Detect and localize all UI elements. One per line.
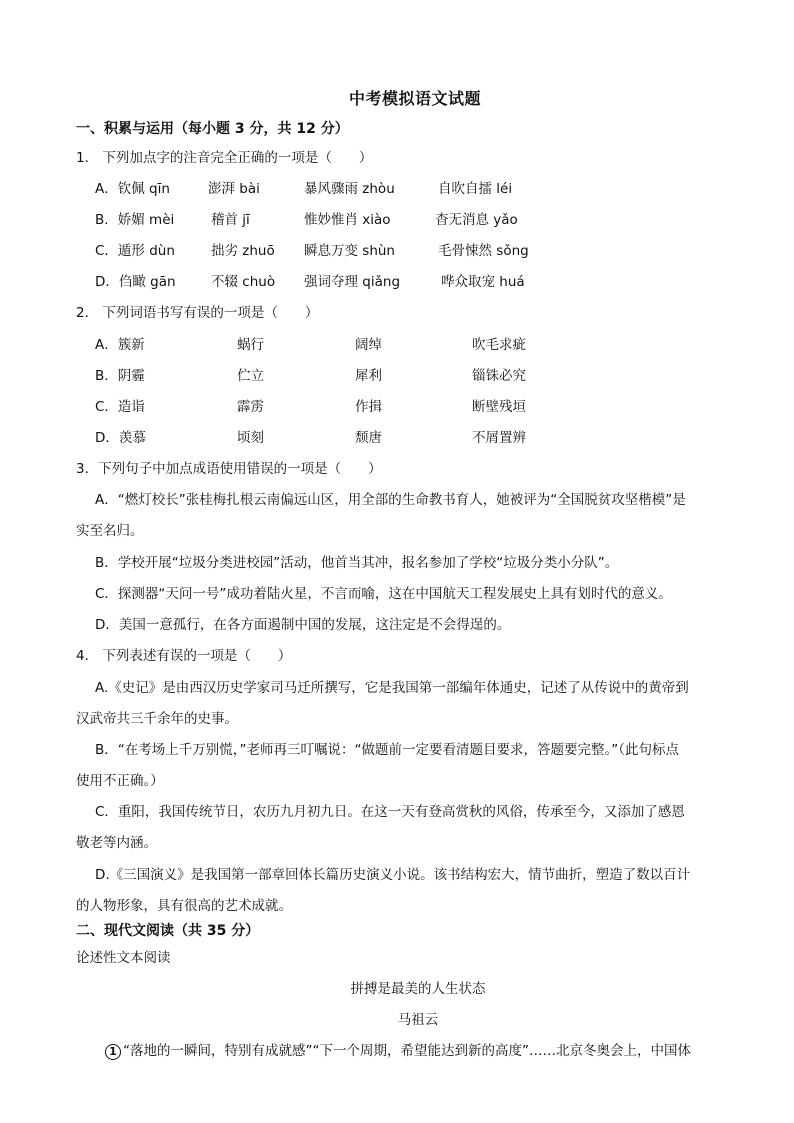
- q4-option-d-line1: D.《三国演义》是我国第一部章回体长篇历史演义小说。该书结构宏大，情节曲折，塑造了数以百计: [95, 867, 691, 883]
- paragraph-1: [105, 1039, 691, 1060]
- q2-option-b-2: 伫立: [237, 368, 264, 384]
- section2-subheading: 论述性文本阅读: [76, 950, 171, 966]
- q2-option-c-3: 作揖: [355, 399, 382, 415]
- section1-heading: 一、积累与运用（每小题 3 分，共 12 分）: [76, 121, 349, 137]
- q4-option-c-line2: 敬老等内涵。: [76, 835, 157, 851]
- page-title: 中考模拟语文试题: [348, 89, 481, 108]
- q1-option-c-3: 瞬息万变 shùn: [304, 243, 395, 259]
- article-title: 拼搏是最美的人生状态: [350, 981, 486, 997]
- q4-option-d-line2: 的人物形象，具有很高的艺术成就。: [76, 898, 292, 914]
- section2-heading: 二、现代文阅读（共 35 分）: [76, 923, 260, 939]
- paragraph-number-badge: 1: [105, 1044, 121, 1060]
- q1-option-a-4: 自吹自擂 léi: [438, 181, 513, 197]
- question-4-stem: 4． 下列表述有误的一项是（ ）: [76, 648, 292, 664]
- q1-option-d-4: 哗众取宠 huá: [441, 274, 525, 290]
- q1-option-b-3: 惟妙惟肖 xiào: [304, 212, 391, 228]
- q1-option-a-3: 暴风骤雨 zhòu: [304, 181, 395, 197]
- q1-option-b-2: 稽首 jī: [211, 212, 250, 228]
- q2-option-c-2: 霹雳: [237, 399, 264, 415]
- q3-option-b: B．学校开展“垃圾分类进校园”活动，他首当其冲，报名参加了学校“垃圾分类小分队”。: [95, 555, 619, 571]
- q1-option-b-4: 杳无消息 yǎo: [435, 212, 518, 228]
- q2-option-b-4: 锱铢必究: [472, 368, 526, 384]
- q1-option-a-2: 澎湃 bài: [208, 181, 260, 197]
- question-2-stem: 2． 下列词语书写有误的一项是（ ）: [76, 305, 319, 321]
- q4-option-c-line1: C．重阳，我国传统节日，农历九月初九日。在这一天有登高赏秋的风俗，传承至今，又添加了感恩: [95, 804, 685, 820]
- q1-option-c-4: 毛骨悚然 sǒng: [438, 243, 529, 259]
- q3-option-c: C．探测器“天问一号”成功着陆火星，不言而喻，这在中国航天工程发展史上具有划时代的意义。: [95, 586, 672, 602]
- q2-option-a-4: 吹毛求疵: [472, 337, 526, 353]
- question-1-stem: 1． 下列加点字的注音完全正确的一项是（ ）: [76, 150, 373, 166]
- q3-option-a-line1: A．“燃灯校长”张桂梅扎根云南偏远山区，用全部的生命教书育人，她被评为“全国脱贫攻坚楷模”是: [95, 492, 686, 508]
- q2-option-a-1: A．簇新: [95, 337, 145, 353]
- q4-option-a-line1: A.《史记》是由西汉历史学家司马迁所撰写，它是我国第一部编年体通史，记述了从传说中的黄帝到: [95, 680, 689, 696]
- q1-option-d-1: D．㑇瞰 gān: [95, 274, 176, 290]
- q2-option-a-3: 阔绰: [355, 337, 382, 353]
- q2-option-d-1: D．羡慕: [95, 430, 146, 446]
- paragraph-1-text: “落地的一瞬间，特别有成就感”“下一个周期，希望能达到新的高度”……北京冬奥会上，中国体: [123, 1043, 691, 1059]
- q1-option-d-2: 不辍 chuò: [211, 274, 276, 290]
- q2-option-b-3: 犀利: [355, 368, 382, 384]
- q2-option-d-2: 顷刻: [237, 430, 264, 446]
- q2-option-c-1: C．造诣: [95, 399, 145, 415]
- article-author: 马祖云: [397, 1012, 439, 1028]
- q4-option-b-line1: B．“在考场上千万别慌，”老师再三叮嘱说：“做题前一定要看清题目要求，答题要完整。”（此句标点: [95, 742, 679, 758]
- q3-option-d: D．美国一意孤行，在各方面遏制中国的发展，这注定是不会得逞的。: [95, 617, 511, 633]
- q1-option-d-3: 强词夺理 qiǎng: [304, 274, 401, 290]
- q4-option-a-line2: 汉武帝共三千余年的史事。: [76, 711, 238, 727]
- question-3-stem: 3．下列句子中加点成语使用错误的一项是（ ）: [76, 461, 382, 477]
- q1-option-c-2: 拙劣 zhuō: [211, 243, 275, 259]
- q2-option-b-1: B．阴霾: [95, 368, 145, 384]
- q2-option-d-3: 颓唐: [355, 430, 382, 446]
- q4-option-b-line2: 使用不正确。）: [76, 773, 164, 789]
- q1-option-a-1: A．钦佩 qīn: [95, 181, 170, 197]
- q1-option-c-1: C．遁形 dùn: [95, 243, 175, 259]
- q1-option-b-1: B．娇媚 mèi: [95, 212, 175, 228]
- q2-option-c-4: 断壁残垣: [472, 399, 526, 415]
- q2-option-a-2: 蜗行: [237, 337, 264, 353]
- q3-option-a-line2: 实至名归。: [76, 523, 144, 539]
- q2-option-d-4: 不屑置辨: [472, 430, 526, 446]
